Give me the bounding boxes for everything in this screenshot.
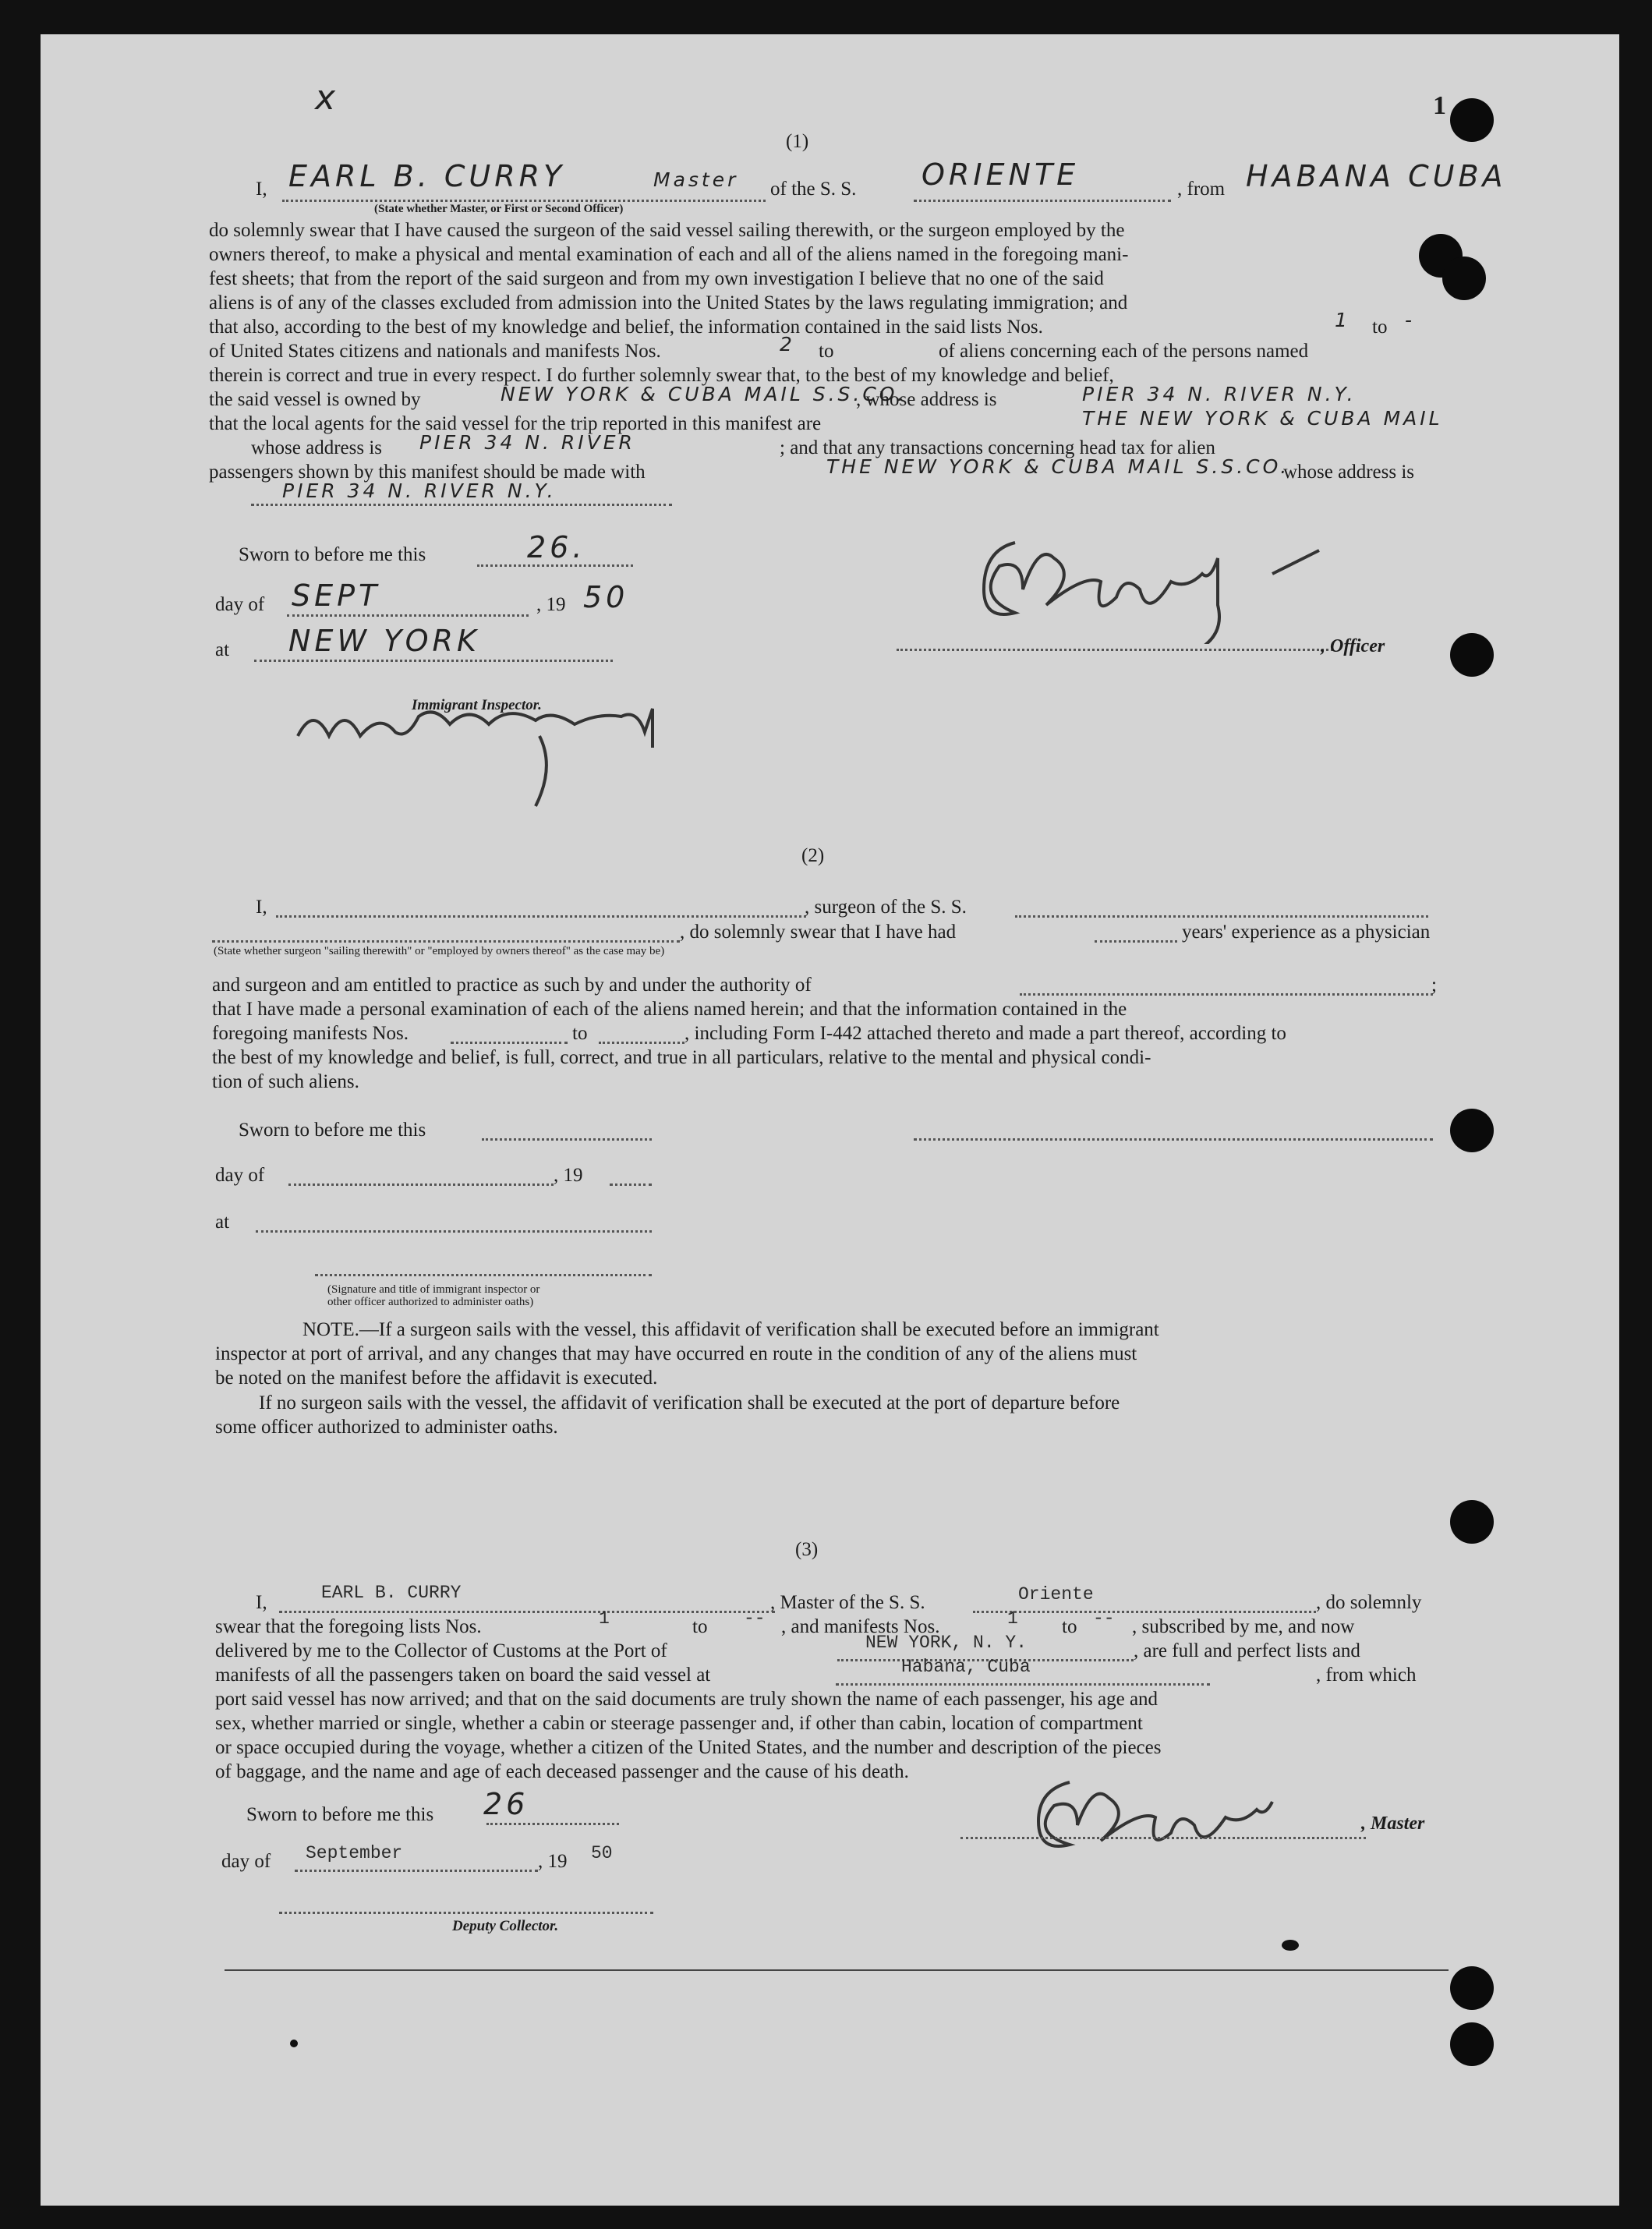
s1-sworn-day-handwritten: 26.	[527, 530, 586, 564]
section-1-body	[209, 218, 1441, 315]
s3-manifests-to: --	[1093, 1608, 1115, 1629]
s2-tion: tion of such aliens.	[212, 1071, 359, 1092]
manifest-page	[41, 34, 1619, 2206]
s3-manifests-from: 1	[1007, 1608, 1018, 1629]
s3-body-line: port said vessel has now arrived; and that on the said documents are truly shown the name of each passenger, his age and	[215, 1689, 1159, 1710]
s1-place-handwritten: NEW YORK	[288, 624, 480, 658]
s3-body-line: sex, whether married or single, whether a cabin or steerage passenger and, if other than cabin, location of compartment	[215, 1713, 1143, 1734]
inspector-caption: Immigrant Inspector.	[412, 697, 542, 713]
s3-to-word-2: to	[1062, 1616, 1077, 1637]
note-line: If no surgeon sails with the vessel, the affidavit of verification shall be executed at the port of departure before	[259, 1392, 1120, 1413]
sig-caption-2: other officer authorized to administer oaths)	[327, 1296, 534, 1308]
punch-hole	[1442, 257, 1486, 300]
s3-body-line: of baggage, and the name and age of each deceased passenger and the cause of his death.	[215, 1761, 909, 1782]
of-the-ss-label: of the S. S.	[770, 179, 857, 200]
role-caption: (State whether Master, or First or Second Officer)	[374, 203, 624, 215]
fill-line	[212, 940, 680, 943]
punch-hole	[1450, 2022, 1494, 2066]
fill-line	[315, 1274, 652, 1276]
s1-year-prefix: , 19	[536, 594, 566, 615]
s1-body-line: owners thereof, to make a physical and mental examination of each and all of the aliens named in the foregoing mani-	[209, 244, 1129, 265]
fill-line	[897, 649, 1333, 651]
s3-to-word: to	[692, 1616, 708, 1637]
punch-hole	[1450, 1966, 1494, 2010]
punch-hole	[1450, 1109, 1494, 1152]
fill-line	[295, 1870, 538, 1872]
s3-delivered: delivered by me to the Collector of Customs at the Port of	[215, 1640, 667, 1661]
note-paragraph	[215, 1318, 1431, 1390]
note-paragraph-2	[215, 1391, 1431, 1439]
s3-sworn-day-handwritten: 26	[483, 1787, 529, 1821]
note-line: NOTE.—If a surgeon sails with the vessel, this affidavit of verification shall be executed before an immigrant	[302, 1319, 1159, 1340]
s3-manifests-all: manifests of all the passengers taken on board the said vessel at	[215, 1665, 711, 1686]
s1-day-of-label: day of	[215, 594, 265, 615]
s1-sworn-label: Sworn to before me this	[239, 544, 426, 565]
s2-solemnly: , do solemnly swear that I have had	[680, 922, 957, 943]
s3-i-label: I,	[256, 1592, 267, 1613]
manifests-from-handwritten: 2	[780, 333, 795, 356]
owner-handwritten: NEW YORK & CUBA MAIL S.S.CO.	[501, 383, 907, 405]
section-2-heading: (2)	[801, 845, 825, 866]
punch-hole	[1450, 1500, 1494, 1544]
s1-to-word: to	[1372, 317, 1388, 338]
s3-manifests: , and manifests Nos.	[781, 1616, 940, 1637]
s1-of-aliens: of aliens concerning each of the persons named	[939, 341, 1309, 362]
section-1-heading: (1)	[786, 131, 809, 152]
master-caption: , Master	[1361, 1813, 1425, 1834]
collector-caption: Deputy Collector.	[452, 1918, 559, 1934]
s2-sworn-label: Sworn to before me this	[239, 1120, 426, 1141]
s1-whose-address: , whose address is	[856, 389, 997, 410]
fill-line	[477, 564, 633, 567]
lists-to-handwritten: -	[1405, 309, 1416, 331]
s2-year-prefix: , 19	[554, 1165, 583, 1186]
s3-year-typed: 50	[591, 1843, 613, 1863]
s3-year-prefix: , 19	[538, 1851, 568, 1872]
s1-at-label: at	[215, 639, 230, 660]
bottom-rule	[225, 1969, 1449, 1971]
s1-owned-by: the said vessel is owned by	[209, 389, 421, 410]
s3-body-line: or space occupied during the voyage, whether a citizen of the United States, and the number and description of the pieces	[215, 1737, 1162, 1758]
punch-hole	[1450, 633, 1494, 677]
note-line: inspector at port of arrival, and any changes that may have occurred en route in the condition of any of the aliens must	[215, 1343, 1137, 1364]
s3-lists-to: --	[744, 1608, 766, 1629]
s2-exam: that I have made a personal examination of each of the aliens named herein; and that the information contained in the	[212, 999, 1127, 1020]
s2-foregoing: foregoing manifests Nos.	[212, 1023, 409, 1044]
s3-sworn-label: Sworn to before me this	[246, 1804, 434, 1825]
fill-line	[254, 660, 613, 662]
fill-line	[482, 1138, 652, 1141]
fill-line	[1020, 993, 1433, 996]
fill-line	[251, 504, 672, 506]
fill-line	[279, 1912, 653, 1914]
s2-day-of-label: day of	[215, 1165, 265, 1186]
page-number: 1	[1433, 91, 1446, 120]
s1-body-line: fest sheets; that from the report of the said surgeon and from my own investigation I believe that no one of the said	[209, 268, 1104, 289]
s1-head-tax: ; and that any transactions concerning head tax for alien	[780, 437, 1215, 458]
s3-subscribed: , subscribed by me, and now	[1132, 1616, 1355, 1637]
s1-whose-address-3: whose address is	[1283, 462, 1415, 483]
fill-line	[1095, 940, 1177, 943]
s2-to-word: to	[572, 1023, 588, 1044]
s1-body-line: do solemnly swear that I have caused the surgeon of the said vessel sailing therewith, or the surgeon employed by the	[209, 220, 1125, 241]
fill-line	[599, 1042, 685, 1044]
sig-caption-1: (Signature and title of immigrant inspector or	[327, 1283, 540, 1296]
s1-month-handwritten: SEPT	[292, 578, 381, 613]
s2-years: years' experience as a physician	[1182, 922, 1431, 943]
master-signature	[1015, 1767, 1374, 1868]
head-tax-party-handwritten: THE NEW YORK & CUBA MAIL S.S.CO.	[826, 455, 1290, 478]
fill-line	[914, 1138, 1433, 1141]
s1-i-label: I,	[256, 179, 267, 200]
s1-year-handwritten: 50	[583, 580, 629, 614]
agents-handwritten: THE NEW YORK & CUBA MAIL	[1082, 407, 1443, 430]
s2-surgeon-of: , surgeon of the S. S.	[805, 897, 967, 918]
s3-full-perfect: , are full and perfect lists and	[1134, 1640, 1360, 1661]
role-handwritten: Master	[653, 168, 739, 191]
s2-i-label: I,	[256, 897, 267, 918]
s1-body-line: therein is correct and true in every respect. I do further solemnly swear that, to the best of my knowledge and belief,	[209, 365, 1114, 386]
from-label: , from	[1177, 179, 1226, 200]
from-port-handwritten: HABANA CUBA	[1246, 159, 1507, 193]
fill-line	[486, 1823, 619, 1825]
fill-line	[287, 614, 529, 617]
s3-origin-typed: Habana, Cuba	[901, 1657, 1031, 1677]
top-mark: x	[315, 78, 340, 118]
lists-from-handwritten: 1	[1335, 309, 1350, 331]
s2-form: , including Form I-442 attached thereto and made a part thereof, according to	[685, 1023, 1286, 1044]
owner-address-handwritten: PIER 34 N. RIVER N.Y.	[1082, 383, 1357, 405]
fill-line	[256, 1230, 652, 1233]
s3-swear: swear that the foregoing lists Nos.	[215, 1616, 482, 1637]
officer-caption: , Officer	[1321, 636, 1385, 656]
ink-dot	[290, 2040, 298, 2047]
s3-port-typed: NEW YORK, N. Y.	[865, 1633, 1028, 1653]
s1-agents-line: that the local agents for the said vessel for the trip reported in this manifest are	[209, 413, 822, 434]
s3-vessel-typed: Oriente	[1018, 1584, 1094, 1605]
fill-line	[610, 1183, 652, 1186]
agents-address-handwritten: PIER 34 N. RIVER	[419, 431, 635, 454]
s1-passengers-line: passengers shown by this manifest should be made with	[209, 462, 646, 483]
s1-whose-address-2: whose address is	[251, 437, 383, 458]
s2-semicolon: ;	[1431, 975, 1437, 996]
note-line: be noted on the manifest before the affidavit is executed.	[215, 1367, 658, 1389]
last-address-handwritten: PIER 34 N. RIVER N.Y.	[282, 479, 557, 502]
s2-best: the best of my knowledge and belief, is full, correct, and true in all particulars, relative to the mental and physical condi-	[212, 1047, 1151, 1068]
s3-month-typed: September	[306, 1843, 403, 1863]
fill-line	[288, 1183, 554, 1186]
fill-line	[279, 1611, 775, 1613]
fill-line	[1015, 915, 1428, 918]
fill-line	[836, 1683, 1210, 1686]
fill-line	[914, 200, 1171, 202]
s1-lists-line: that also, according to the best of my knowledge and belief, the information contained in the said lists Nos.	[209, 317, 1043, 338]
ink-blot	[1282, 1940, 1299, 1951]
s2-practice: and surgeon and am entitled to practice as such by and under the authority of	[212, 975, 812, 996]
s3-from-which: , from which	[1316, 1665, 1417, 1686]
s1-manifests-line: of United States citizens and nationals and manifests Nos.	[209, 341, 661, 362]
s3-solemnly: , do solemnly	[1316, 1592, 1422, 1613]
s3-master-of: , Master of the S. S.	[770, 1592, 925, 1613]
s3-lists-from: 1	[599, 1608, 610, 1629]
fill-line	[282, 200, 766, 202]
punch-hole	[1450, 98, 1494, 142]
section-3-heading: (3)	[795, 1539, 819, 1560]
officer-signature	[960, 511, 1389, 644]
fill-line	[451, 1042, 568, 1044]
fill-line	[960, 1837, 1366, 1839]
s1-to-word-2: to	[819, 341, 834, 362]
s2-at-label: at	[215, 1212, 230, 1233]
fill-line	[973, 1611, 1316, 1613]
s3-master-typed: EARL B. CURRY	[321, 1583, 462, 1603]
vessel-name-handwritten: ORIENTE	[922, 157, 1080, 192]
master-name-handwritten: EARL B. CURRY	[288, 159, 566, 193]
fill-line	[276, 915, 806, 918]
note-line: some officer authorized to administer oaths.	[215, 1417, 558, 1438]
s3-day-of-label: day of	[221, 1851, 271, 1872]
s1-body-line: aliens is of any of the classes excluded from admission into the United States by the laws regulating immigration; and	[209, 292, 1128, 313]
surgeon-caption: (State whether surgeon "sailing therewith" or "employed by owners thereof" as the case may be)	[214, 945, 665, 957]
